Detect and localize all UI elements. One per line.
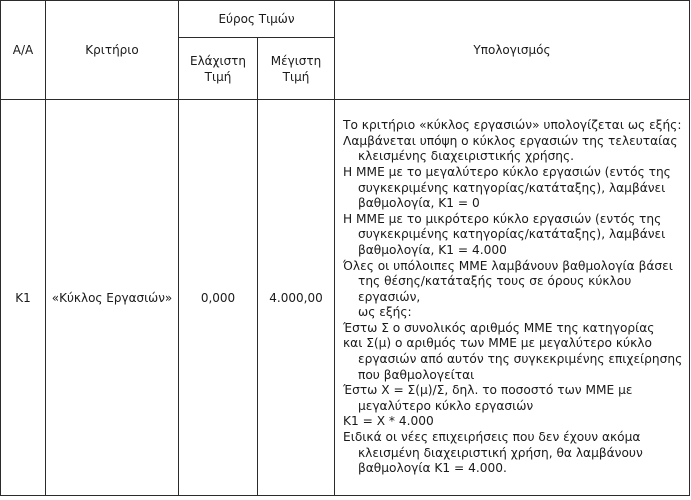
calculation-line: Η ΜΜΕ με το μεγαλύτερο κύκλο εργασιών (εντός της bbox=[343, 164, 671, 179]
header-aa: Α/Α bbox=[1, 1, 46, 100]
calculation-line: Η ΜΜΕ με το μικρότερο κύκλο εργασιών (εντός της bbox=[343, 211, 662, 226]
header-min bbox=[179, 38, 258, 100]
header-max bbox=[258, 38, 335, 100]
header-row-top bbox=[1, 1, 690, 38]
calculation-line: κλεισμένης διαχειριστικής χρήσης. bbox=[358, 149, 575, 164]
header-range: Εύρος Τιμών bbox=[179, 1, 335, 38]
calculation-line: ως εξής: bbox=[358, 305, 412, 320]
header-min-line1: Ελάχιστη bbox=[189, 53, 247, 68]
calculation-line: βαθμολογία, Κ1 = 4.000 bbox=[358, 242, 507, 257]
header-max-line2: Τιμή bbox=[282, 69, 310, 84]
calculation-line: βαθμολογία Κ1 = 4.000. bbox=[358, 461, 507, 476]
header-calculation: Υπολογισμός bbox=[335, 1, 690, 100]
calculation-line: μεγαλύτερο κύκλο εργασιών bbox=[358, 398, 534, 413]
calculation-line: συγκεκριμένης κατηγορίας/κατάταξης), λαμβάνει bbox=[358, 227, 666, 242]
calculation-line: Ειδικά οι νέες επιχειρήσεις που δεν έχουν ακόμα bbox=[343, 430, 641, 445]
calculation-line: που βαθμολογείται bbox=[358, 367, 475, 382]
header-criterion: Κριτήριο bbox=[46, 1, 179, 100]
calculation-line: συγκεκριμένης κατηγορίας/κατάταξης), λαμβάνει bbox=[358, 180, 666, 195]
calculation-line: Κ1 = Χ * 4.000 bbox=[343, 414, 434, 429]
row-max: 4.000,00 bbox=[258, 100, 335, 496]
calculation-line: Έστω Χ = Σ(μ)/Σ, δηλ. το ποσοστό των ΜΜΕ με bbox=[343, 383, 633, 398]
calculation-line: βαθμολογία, Κ1 = 0 bbox=[358, 196, 480, 211]
calculation-line: κλεισμένη διαχειριστική χρήση, θα λαμβάνουν bbox=[358, 445, 643, 460]
table-row bbox=[1, 100, 690, 496]
calculation-line: και Σ(μ) ο αριθμός των ΜΜΕ με μεγαλύτερο κύκλο bbox=[343, 336, 652, 351]
row-calculation bbox=[335, 100, 690, 496]
row-criterion: «Κύκλος Εργασιών» bbox=[46, 100, 179, 496]
calculation-line: Έστω Σ ο συνολικός αριθμός ΜΜΕ της κατηγορίας bbox=[343, 320, 655, 335]
calculation-line: Λαμβάνεται υπόψη ο κύκλος εργασιών της τελευταίας bbox=[343, 133, 678, 148]
calculation-line: Το κριτήριο «κύκλος εργασιών» υπολογίζεται ως εξής: bbox=[343, 118, 682, 133]
row-min: 0,000 bbox=[179, 100, 258, 496]
calculation-line: εργασιών από αυτόν της συγκεκριμένης επιχείρησης bbox=[358, 352, 683, 367]
header-max-line1: Μέγιστη bbox=[270, 53, 322, 68]
calculation-line: της θέσης/κατάταξής τους σε όρους κύκλου εργασιών, bbox=[358, 274, 632, 304]
header-min-line2: Τιμή bbox=[204, 69, 232, 84]
row-aa: Κ1 bbox=[1, 100, 46, 496]
calculation-line: Όλες οι υπόλοιπες ΜΜΕ λαμβάνουν βαθμολογία βάσει bbox=[343, 258, 673, 273]
